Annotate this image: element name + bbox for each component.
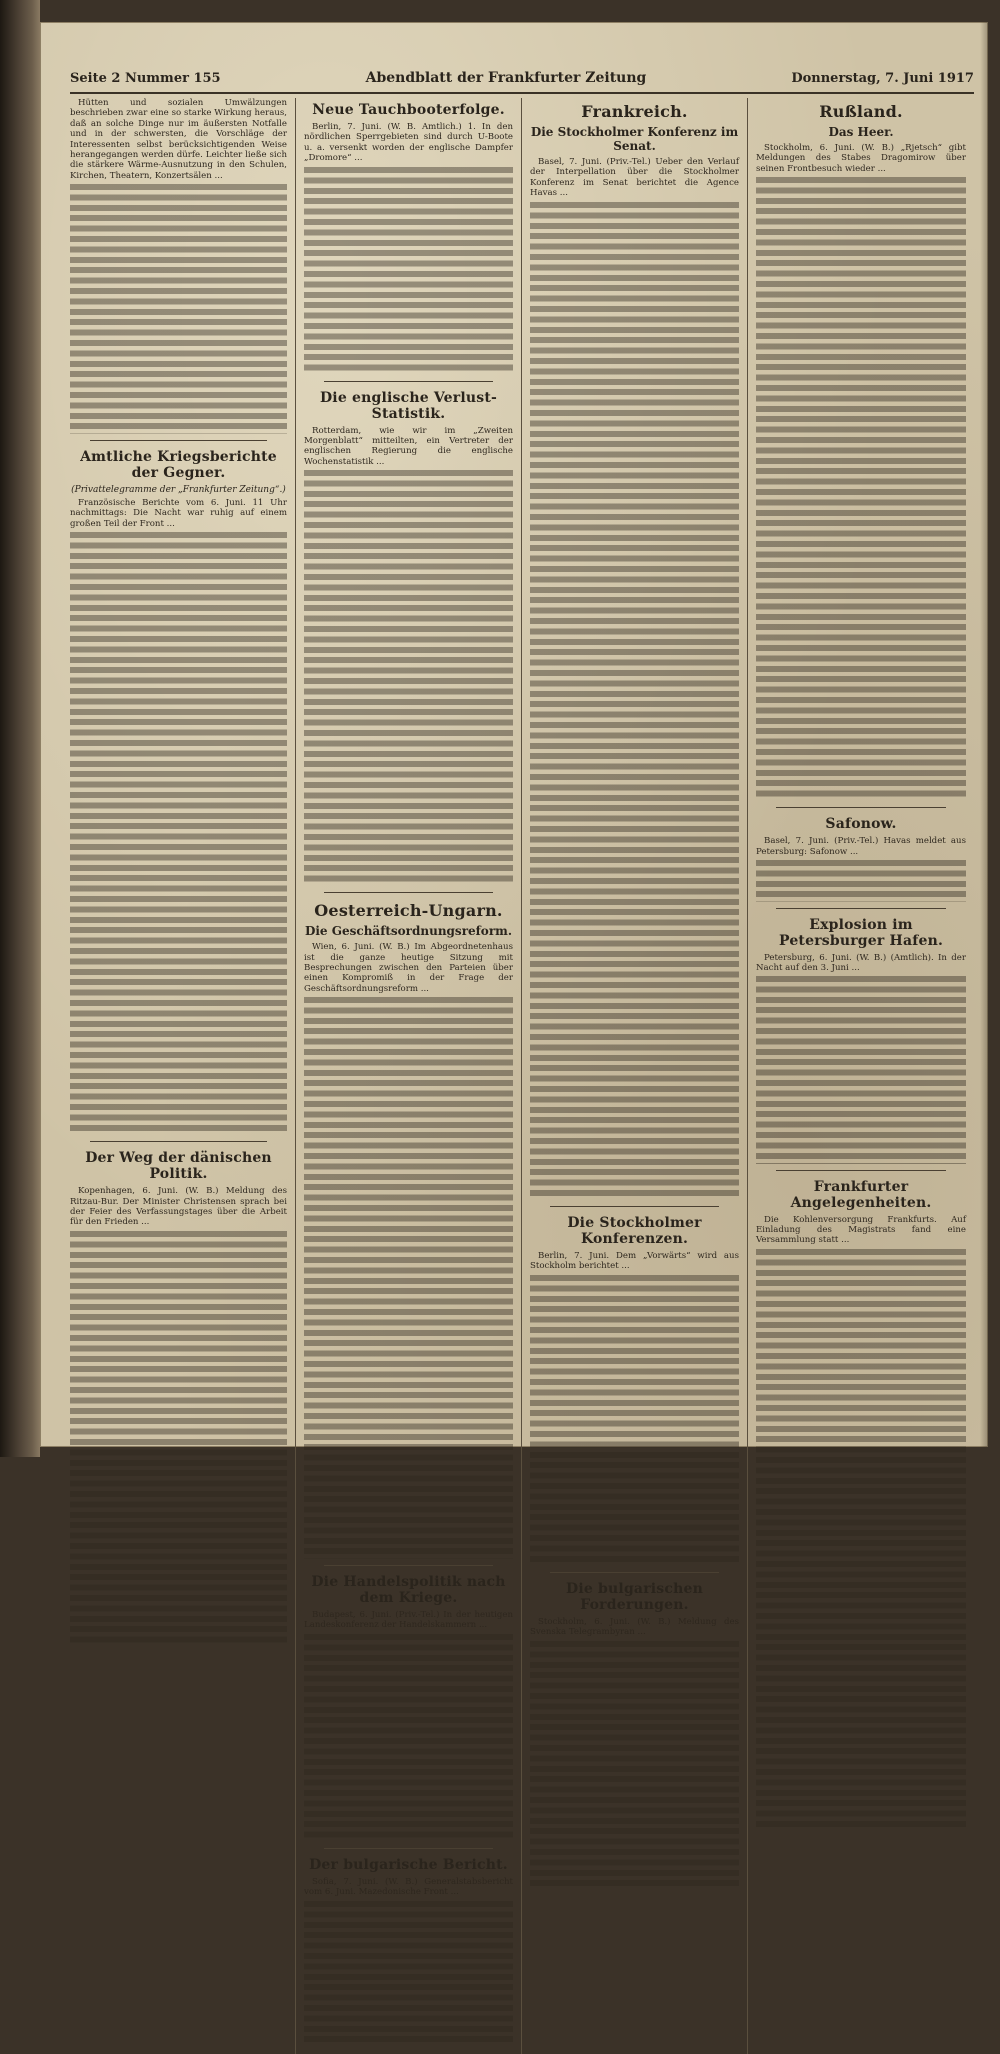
article — [756, 1179, 966, 1832]
article-title: Der Weg der dänischen Politik. — [85, 1150, 272, 1183]
article-text: Basel, 7. Juni. (Priv.-Tel.) Havas meldet aus Petersburg: Safonow ... — [756, 836, 966, 857]
article — [756, 917, 966, 1171]
article-divider — [324, 1565, 493, 1566]
article-divider — [324, 381, 493, 382]
article — [304, 901, 513, 1566]
article-body-lines — [70, 1231, 287, 1647]
article-divider — [90, 440, 267, 441]
article-body-lines — [304, 470, 513, 886]
article-body-lines — [530, 1641, 739, 1891]
article-divider — [776, 807, 946, 808]
article-title: Amtliche Kriegsberichte der Gegner. — [80, 448, 277, 481]
article-body-lines — [304, 167, 513, 375]
article-divider — [90, 1141, 267, 1142]
article-body-lines — [530, 1275, 739, 1566]
article-divider — [776, 1170, 946, 1171]
article-body-lines — [70, 532, 287, 1135]
article-title: Frankfurter Angelegenheiten. — [790, 1178, 932, 1211]
article-title: Die Handelspolitik nach dem Kriege. — [311, 1573, 506, 1606]
article-divider — [550, 1572, 719, 1573]
article-divider — [776, 908, 946, 909]
issue-date: Donnerstag, 7. Juni 1917 — [791, 71, 974, 86]
article-body-lines — [530, 202, 739, 1200]
article — [304, 1857, 513, 2046]
article-text: Stockholm, 6. Juni. (W. B.) Meldung des Svenska Telegrambyran ... — [530, 1617, 739, 1638]
article-title: Die Stockholmer Konferenzen. — [567, 1215, 702, 1248]
article-title: Rußland. — [819, 102, 903, 121]
article-title: Explosion im Petersburger Hafen. — [778, 916, 944, 949]
article — [304, 102, 513, 382]
article-text: Französische Berichte vom 6. Juni. 11 Uhr nachmittags: Die Nacht war ruhig auf einem großen Teil der Front ... — [70, 497, 287, 529]
article-subtitle: Die Geschäftsordnungsreform. — [304, 924, 513, 939]
article-title: Safonow. — [825, 816, 897, 833]
article — [756, 816, 966, 908]
article-body-lines — [304, 1901, 513, 2047]
article-text: Wien, 6. Juni. (W. B.) Im Abgeordnetenhaus ist die ganze heutige Sitzung mit Besprechungen zwischen den Parteien über einen Kompromiß in der Frage der Geschäftsordnungsreform ... — [304, 942, 513, 994]
article-body-lines — [756, 976, 966, 1163]
article-divider — [324, 1848, 493, 1849]
article-text: Hütten und sozialen Umwälzungen beschrieben zwar eine so starke Wirkung heraus, daß an solche Dinge nur im äußersten Notfalle und in der schwersten, die Vorschläge der Interessenten selbst berücksichtigenden Weise herangegangen werden dürfe. Leichter ließe sich die stärkere Wärme-Ausnutzung in den Schulen, Kirchen, Theatern, Konzertsälen ... — [70, 98, 287, 181]
newspaper-name: Abendblatt der Frankfurter Zeitung — [365, 70, 647, 86]
article-title: Neue Tauchbooterfolge. — [312, 102, 505, 118]
article-body-lines — [756, 1249, 966, 1831]
article — [530, 102, 739, 1207]
column-2 — [296, 98, 522, 2054]
article-subtitle: Die Stockholmer Konferenz im Senat. — [530, 125, 739, 153]
article — [70, 98, 287, 441]
article-title: Die englische Verlust-Statistik. — [319, 389, 498, 422]
article-title: Frankreich. — [581, 102, 688, 121]
article-body-lines — [756, 177, 966, 801]
book-binding — [0, 0, 40, 1457]
article-text: Die Kohlenversorgung Frankfurts. Auf Einladung des Magistrats fand eine Versammlung statt ... — [756, 1214, 966, 1246]
article-text: Berlin, 7. Juni. Dem „Vorwärts“ wird aus Stockholm berichtet ... — [530, 1251, 739, 1272]
article-divider — [324, 892, 493, 893]
article-text: Berlin, 7. Juni. (W. B. Amtlich.) 1. In den nördlichen Sperrgebieten sind durch U-Boote u. a. versenkt worden der englische Dampfer „Dromore“ ... — [304, 122, 513, 164]
article-text: Rotterdam, wie wir im „Zweiten Morgenblatt“ mitteilten, ein Vertreter der englischen Regierung die englische Wochenstatistik ... — [304, 425, 513, 467]
article — [70, 1150, 287, 1647]
article — [304, 1574, 513, 1849]
article-text: Kopenhagen, 6. Juni. (W. B.) Meldung des Ritzau-Bur. Der Minister Christensen sprach bei der Feier des Verfassungstages über die Arbeit für den Frieden ... — [70, 1186, 287, 1228]
article-text: Basel, 7. Juni. (Priv.-Tel.) Ueber den Verlauf der Interpellation über die Stockholmer Konferenz im Senat berichtet die Agence Havas ... — [530, 157, 739, 199]
article — [70, 449, 287, 1142]
article-body-lines — [304, 1634, 513, 1842]
article — [304, 390, 513, 894]
article-text: Petersburg, 6. Juni. (W. B.) (Amtlich). In der Nacht auf den 3. Juni ... — [756, 952, 966, 974]
article-columns — [70, 98, 974, 1898]
page-header — [70, 70, 974, 94]
article-note: (Privattelegramme der „Frankfurter Zeitung“.) — [71, 484, 286, 495]
article-text: Stockholm, 6. Juni. (W. B.) „Rjetsch“ gibt Meldungen des Stabes Dragomirow über seinen Frontbesuch wieder ... — [756, 143, 966, 174]
article-body-lines — [756, 860, 966, 902]
article-subtitle: Das Heer. — [828, 125, 894, 139]
article — [756, 102, 966, 808]
article-divider — [550, 1206, 719, 1207]
article — [530, 1215, 739, 1573]
article-title: Oesterreich-Ungarn. — [314, 901, 503, 921]
article-body-lines — [304, 997, 513, 1559]
column-1 — [70, 98, 296, 2054]
article — [530, 1581, 739, 1890]
article-text: Sofia, 7. Juni. (W. B.) Generalstabsbericht vom 6. Juni. Mazedonische Front ... — [304, 1876, 513, 1898]
article-title: Der bulgarische Bericht. — [309, 1856, 508, 1873]
article-body-lines — [70, 184, 287, 434]
column-3 — [522, 98, 748, 2054]
page-number: Seite 2 Nummer 155 — [70, 71, 221, 86]
column-4 — [748, 98, 974, 2054]
newspaper-page — [40, 22, 988, 1898]
article-title: Die bulgarischen Forderungen. — [566, 1581, 703, 1614]
article-text: Budapest, 6. Juni. (Priv.-Tel.) In der heutigen Landeskonferenz der Handelskammern ... — [304, 1609, 513, 1631]
